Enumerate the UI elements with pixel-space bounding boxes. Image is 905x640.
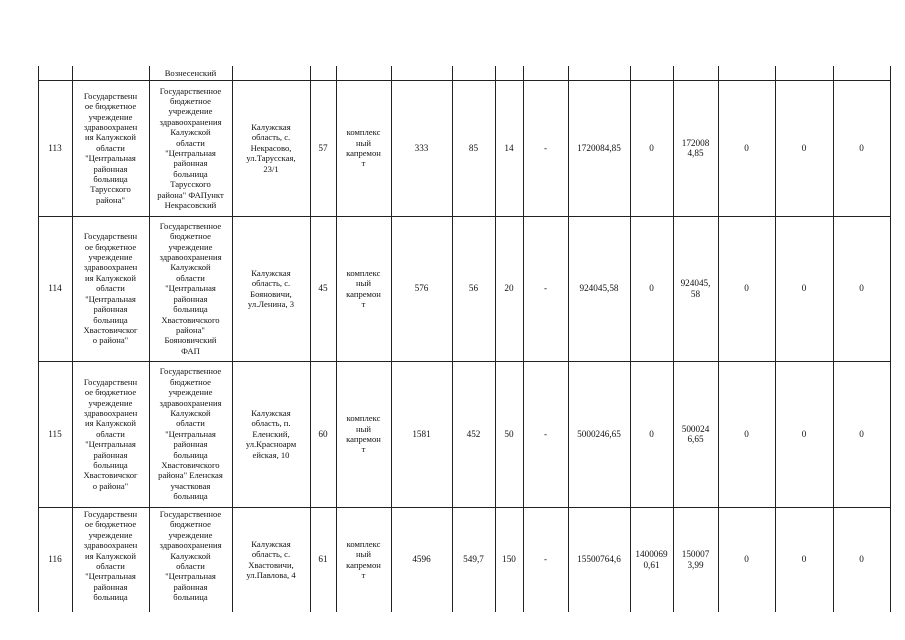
value-cell: 0 <box>744 554 749 565</box>
value-cell: 20 <box>504 283 514 294</box>
address-cell: Калужская область, п. Еленский, ул.Красноарм ейская, 10 <box>245 407 297 460</box>
facility-cell: Государственное бюджетное учреждение здравоохранения Калужской области "Центральная районная больница Хвастовичского района" Бояновичский ФАП <box>159 220 222 356</box>
value-cell: - <box>543 428 548 439</box>
value-cell: 0 <box>801 554 807 565</box>
total-cell: 1720084,85 <box>577 142 621 153</box>
facility-cell: Государственное бюджетное учреждение здравоохранения Калужской области "Центральная районная больница <box>159 509 222 603</box>
value-cell: 0 <box>859 554 864 565</box>
value-cell: 452 <box>466 428 481 439</box>
value-cell: 0 <box>649 142 654 153</box>
address-cell: Калужская область, с. Хвастовичи, ул.Павлова, 4 <box>246 538 296 580</box>
total-cell: 5000246,65 <box>577 428 621 439</box>
facility-cell: Государственное бюджетное учреждение здравоохранения Калужской области "Центральная районная больница Хвастовичского района" Еленская участковая больница <box>158 366 223 502</box>
value-cell: - <box>543 554 548 565</box>
institution-cell: Государственн ое бюджетное учреждение здравоохранен ия Калужской области "Центральная районная больница Хвастовичског о района" <box>83 376 138 491</box>
value-cell: 50 <box>504 428 514 439</box>
value-cell: 150 <box>502 554 516 565</box>
value-cell: 0 <box>801 428 807 439</box>
value-cell: 1400069 0,61 <box>635 549 668 570</box>
value-cell: 85 <box>468 142 479 153</box>
col-rule <box>890 66 891 612</box>
value-cell: 500024 6,65 <box>681 423 710 444</box>
value-cell: 1581 <box>412 428 431 439</box>
work-type-cell: комплекс ный капремон т <box>346 267 381 309</box>
address-cell: Калужская область, с. Некрасово, ул.Тарусская, 23/1 <box>246 121 296 174</box>
work-type-cell: комплекс ный капремон т <box>346 127 381 169</box>
work-type-cell: комплекс ный капремон т <box>346 413 381 455</box>
value-cell: 0 <box>801 283 807 294</box>
address-cell: Калужская область, с. Бояновичи, ул.Ленина, 3 <box>247 267 295 309</box>
value-cell: 57 <box>318 142 328 153</box>
total-cell: 15500764,6 <box>577 554 621 565</box>
value-cell: - <box>543 283 548 294</box>
row-number: 113 <box>48 142 62 153</box>
value-cell: 549,7 <box>463 554 484 565</box>
value-cell: 61 <box>318 554 328 565</box>
facility-cell: Государственное бюджетное учреждение здравоохранения Калужской области "Центральная районная больница Тарусского района" ФАПункт Некрасовский <box>157 85 224 211</box>
value-cell: 0 <box>859 428 864 439</box>
value-cell: 56 <box>468 283 479 294</box>
value-cell: 0 <box>801 142 807 153</box>
value-cell: 150007 3,99 <box>681 549 710 570</box>
institution-cell: Государственн ое бюджетное учреждение здравоохранен ия Калужской области "Центральная районная больница <box>83 509 138 603</box>
continued-facility-cell: Вознесенский <box>164 67 217 78</box>
value-cell: 0 <box>859 283 864 294</box>
value-cell: 0 <box>744 283 749 294</box>
total-cell: 924045,58 <box>579 283 619 294</box>
value-cell: 60 <box>318 428 328 439</box>
value-cell: 45 <box>318 283 328 294</box>
institution-cell: Государственн ое бюджетное учреждение здравоохранен ия Калужской области "Центральная районная больница Хвастовичског о района" <box>83 231 138 346</box>
value-cell: 576 <box>414 283 429 294</box>
value-cell: 0 <box>744 142 749 153</box>
value-cell: - <box>543 142 548 153</box>
row-number: 116 <box>48 554 62 565</box>
institution-cell: Государственн ое бюджетное учреждение здравоохранен ия Калужской области "Центральная районная больница Тарусского района" <box>83 90 138 205</box>
value-cell: 14 <box>504 142 514 153</box>
row-number: 114 <box>48 283 62 294</box>
value-cell: 0 <box>649 428 654 439</box>
value-cell: 4596 <box>412 554 431 565</box>
value-cell: 0 <box>649 283 654 294</box>
value-cell: 0 <box>859 142 864 153</box>
value-cell: 172008 4,85 <box>681 137 710 158</box>
value-cell: 924045, 58 <box>680 278 711 299</box>
value-cell: 333 <box>414 142 429 153</box>
work-type-cell: комплекс ный капремон т <box>346 538 381 580</box>
row-number: 115 <box>48 428 62 439</box>
value-cell: 0 <box>744 428 749 439</box>
